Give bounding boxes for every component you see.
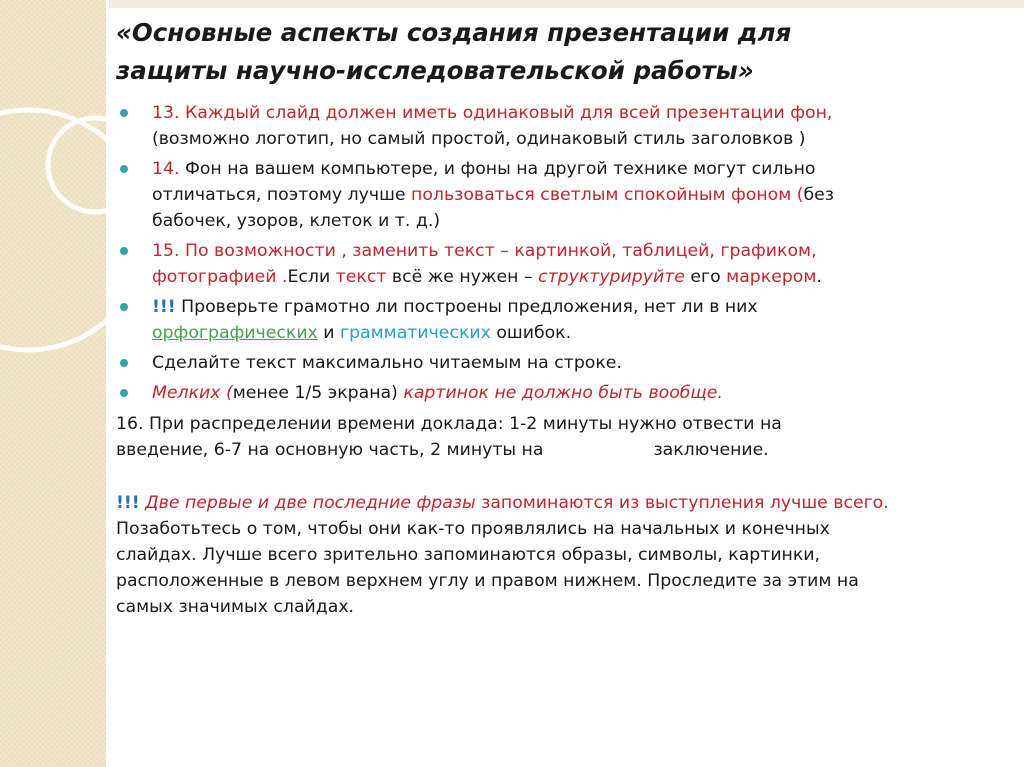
bullet-item-readable: Сделайте текст максимально читаемым на строке. xyxy=(116,350,1012,376)
bullet-dot-icon xyxy=(120,247,128,255)
bullet-item-check-grammar: !!! Проверьте грамотно ли построены предложения, нет ли в них орфографических и грамматических ошибок. xyxy=(116,294,1012,346)
bullet-dot-icon xyxy=(120,165,128,173)
spelling-link[interactable]: орфографических xyxy=(152,323,318,343)
bullet-item-13: 13. Каждый слайд должен иметь одинаковый для всей презентации фон, (возможно логотип, но самый простой, одинаковый стиль заголовков ) xyxy=(116,100,1012,152)
exclamation-mark: !!! xyxy=(152,297,176,317)
bullet-dot-icon xyxy=(120,389,128,397)
title-line-1: «Основные аспекты создания презентации для xyxy=(116,18,792,47)
paragraph-memorable-phrases: !!! Две первые и две последние фразы запоминаются из выступления лучше всего. Позаботьтесь о том, чтобы они как-то проявлялись на начальных и конечных слайдах. Лучше всего зрительно запоминаются образы, символы, картинки, расположенные в левом верхнем углу и правом нижнем. Проследите за этим на самых значимых слайдах. xyxy=(116,493,889,617)
bullet-item-14: 14. Фон на вашем компьютере, и фоны на другой технике могут сильно отличаться, поэтому лучше пользоваться светлым спокойным фоном (без бабочек, узоров, клеток и т. д.) xyxy=(116,156,1012,234)
title-line-2: защиты научно-исследовательской работы» xyxy=(116,56,754,85)
grammar-link[interactable]: грамматических xyxy=(340,323,491,343)
bullet-item-small-pictures: Мелких (менее 1/5 экрана) картинок не должно быть вообще. xyxy=(116,380,1012,406)
paragraph-timing: 16. При распределении времени доклада: 1-2 минуты нужно отвести на введение, 6-7 на основную часть, 2 минуты на заключение. xyxy=(116,414,782,460)
bullet-item-15: 15. По возможности , заменить текст – картинкой, таблицей, графиком, фотографией .Если текст всё же нужен – структурируйте его маркером. xyxy=(116,238,1012,290)
bullet-list xyxy=(116,100,1012,406)
slide-content xyxy=(116,14,1012,620)
bullet-dot-icon xyxy=(120,303,128,311)
bullet-dot-icon xyxy=(120,109,128,117)
bullet-dot-icon xyxy=(120,359,128,367)
slide-title xyxy=(116,14,1012,90)
exclamation-mark: !!! xyxy=(116,493,140,513)
